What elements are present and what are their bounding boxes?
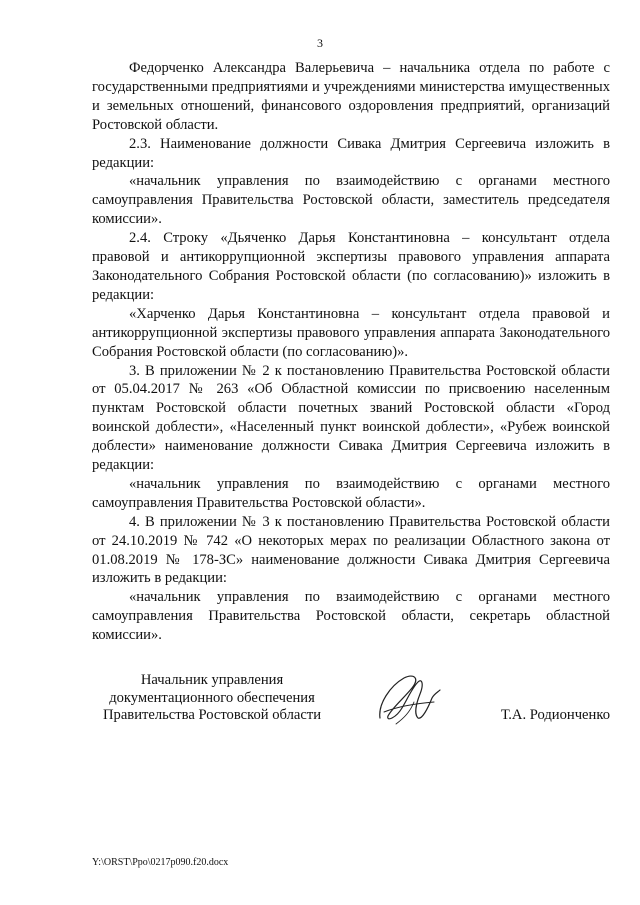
paragraph: 2.4. Строку «Дьяченко Дарья Константиновна – консультант отдела правовой и антикоррупционной экспертизы правового управления аппарата Законодательного Собрания Ростовской области (по согласованию)» изложить в редакции:: [92, 230, 610, 303]
document-body: [92, 59, 610, 645]
signatory-title-line: документационного обеспечения: [109, 689, 315, 706]
paragraph: «Харченко Дарья Константиновна – консультант отдела правовой и антикоррупционной экспертизы правового управления аппарата Законодательного Собрания Ростовской области (по согласованию)».: [92, 305, 610, 360]
paragraph: Федорченко Александра Валерьевича – начальника отдела по работе с государственными предприятиями и учреждениями министерства имущественных и земельных отношений, финансового оздоровления предприятий, организаций Ростовской области.: [92, 60, 610, 133]
paragraph: 4. В приложении № 3 к постановлению Правительства Ростовской области от 24.10.2019 № 742 «О некоторых мерах по реализации Областного закона от 01.08.2019 № 178-ЗС» наименование должности Сивака Дмитрия Сергеевича изложить в редакции:: [92, 513, 610, 587]
signatory-title: [92, 672, 332, 725]
handwritten-signature: [374, 668, 444, 730]
signatory-title-line: Правительства Ростовской области: [102, 707, 322, 723]
file-path-footer: Y:\ORST\Ppo\0217p090.f20.docx: [92, 857, 229, 868]
signatory-title-line: Начальник управления: [140, 672, 284, 688]
paragraph: 3. В приложении № 2 к постановлению Правительства Ростовской области от 05.04.2017 № 263 «Об Областной комиссии по присвоению населенным пунктам Ростовской области почетных званий Ростовской области «Город воинской доблести», «Населенный пункт воинской доблести», «Рубеж воинской доблести» наименование должности Сивака Дмитрия Сергеевича изложить в редакции:: [92, 362, 610, 474]
signatory-name: Т.А. Родионченко: [500, 707, 610, 723]
signature-block: [92, 672, 610, 732]
page-number: 3: [317, 36, 323, 50]
paragraph: «начальник управления по взаимодействию с органами местного самоуправления Правительства Ростовской области, секретарь областной комиссии».: [92, 589, 610, 644]
paragraph: «начальник управления по взаимодействию с органами местного самоуправления Правительства Ростовской области, заместитель председателя комиссии».: [92, 173, 610, 228]
paragraph: «начальник управления по взаимодействию с органами местного самоуправления Правительства Ростовской области».: [92, 475, 610, 511]
paragraph: 2.3. Наименование должности Сивака Дмитрия Сергеевича изложить в редакции:: [92, 135, 610, 171]
